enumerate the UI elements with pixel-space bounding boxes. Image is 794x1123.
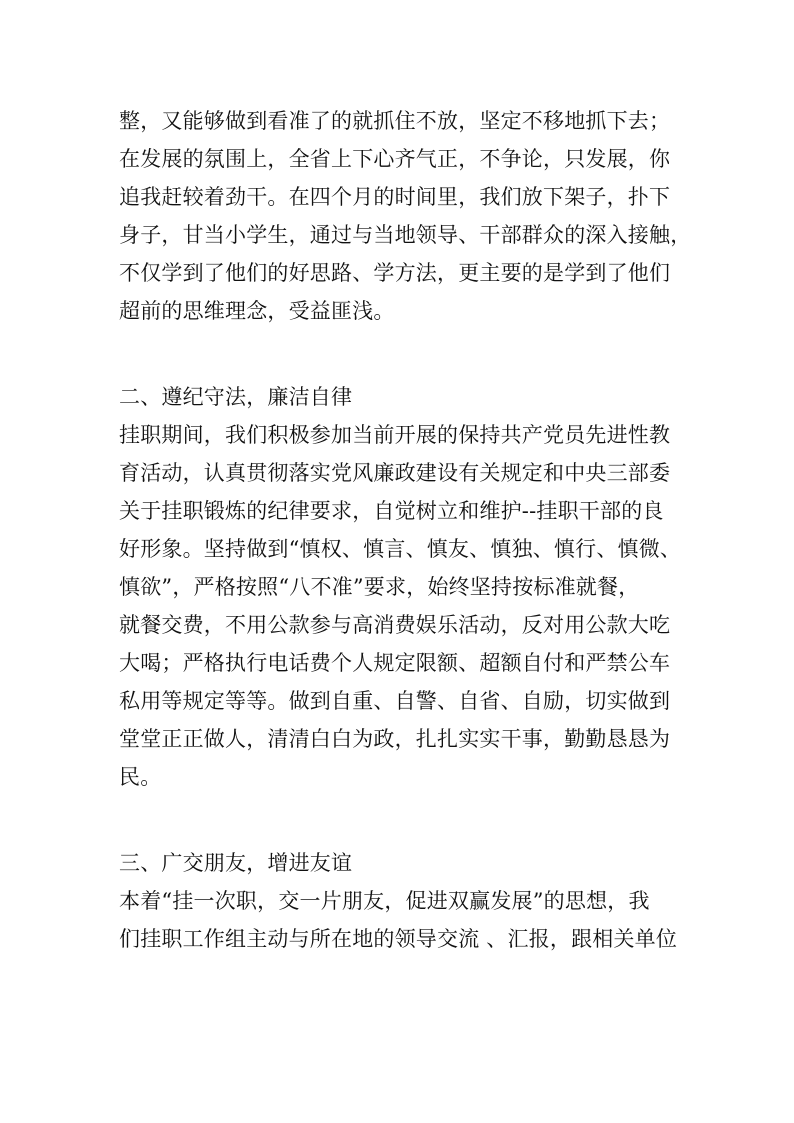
paragraph-line: 不仅学到了他们的好思路、学方法，更主要的是学到了他们: [119, 261, 671, 285]
paragraph-line: 育活动，认真贯彻落实党风廉政建设有关规定和中央三部委: [119, 461, 671, 485]
paragraph-line: 关于挂职锻炼的纪律要求，自觉树立和维护--挂职干部的良: [119, 499, 664, 523]
section-heading: 二、遵纪守法，廉洁自律: [119, 385, 353, 409]
paragraph-line: 挂职期间，我们积极参加当前开展的保持共产党员先进性教: [119, 423, 671, 447]
paragraph-line: 追我赶较着劲干。在四个月的时间里，我们放下架子，扑下: [119, 185, 671, 209]
paragraph-line: 堂堂正正做人，清清白白为政，扎扎实实干事，勤勤恳恳为: [119, 727, 671, 751]
paragraph-line: 大喝；严格执行电话费个人规定限额、超额自付和严禁公车: [119, 651, 671, 675]
paragraph-line: 慎欲”，严格按照“八不准”要求，始终坚持按标准就餐，: [119, 575, 640, 599]
paragraph-line: 在发展的氛围上，全省上下心齐气正，不争论，只发展，你: [119, 147, 671, 171]
paragraph-line: 们挂职工作组主动与所在地的领导交流 、汇报，跟相关单位: [119, 927, 678, 951]
paragraph-line: 私用等规定等等。做到自重、自警、自省、自励，切实做到: [119, 689, 671, 713]
paragraph-line: 整，又能够做到看准了的就抓住不放，坚定不移地抓下去；: [119, 109, 671, 133]
paragraph-line: 超前的思维理念，受益匪浅。: [119, 299, 395, 323]
section-heading: 三、广交朋友，增进友谊: [119, 851, 353, 875]
paragraph-line: 身子，甘当小学生，通过与当地领导、干部群众的深入接触，: [119, 223, 692, 247]
paragraph-line: 民。: [119, 765, 162, 789]
paragraph-line: 好形象。坚持做到“慎权、慎言、慎友、慎独、慎行、慎微、: [119, 537, 682, 561]
paragraph-line: 就餐交费，不用公款参与高消费娱乐活动，反对用公款大吃: [119, 613, 671, 637]
paragraph-line: 本着“挂一次职，交一片朋友，促进双赢发展”的思想，我: [119, 889, 650, 913]
